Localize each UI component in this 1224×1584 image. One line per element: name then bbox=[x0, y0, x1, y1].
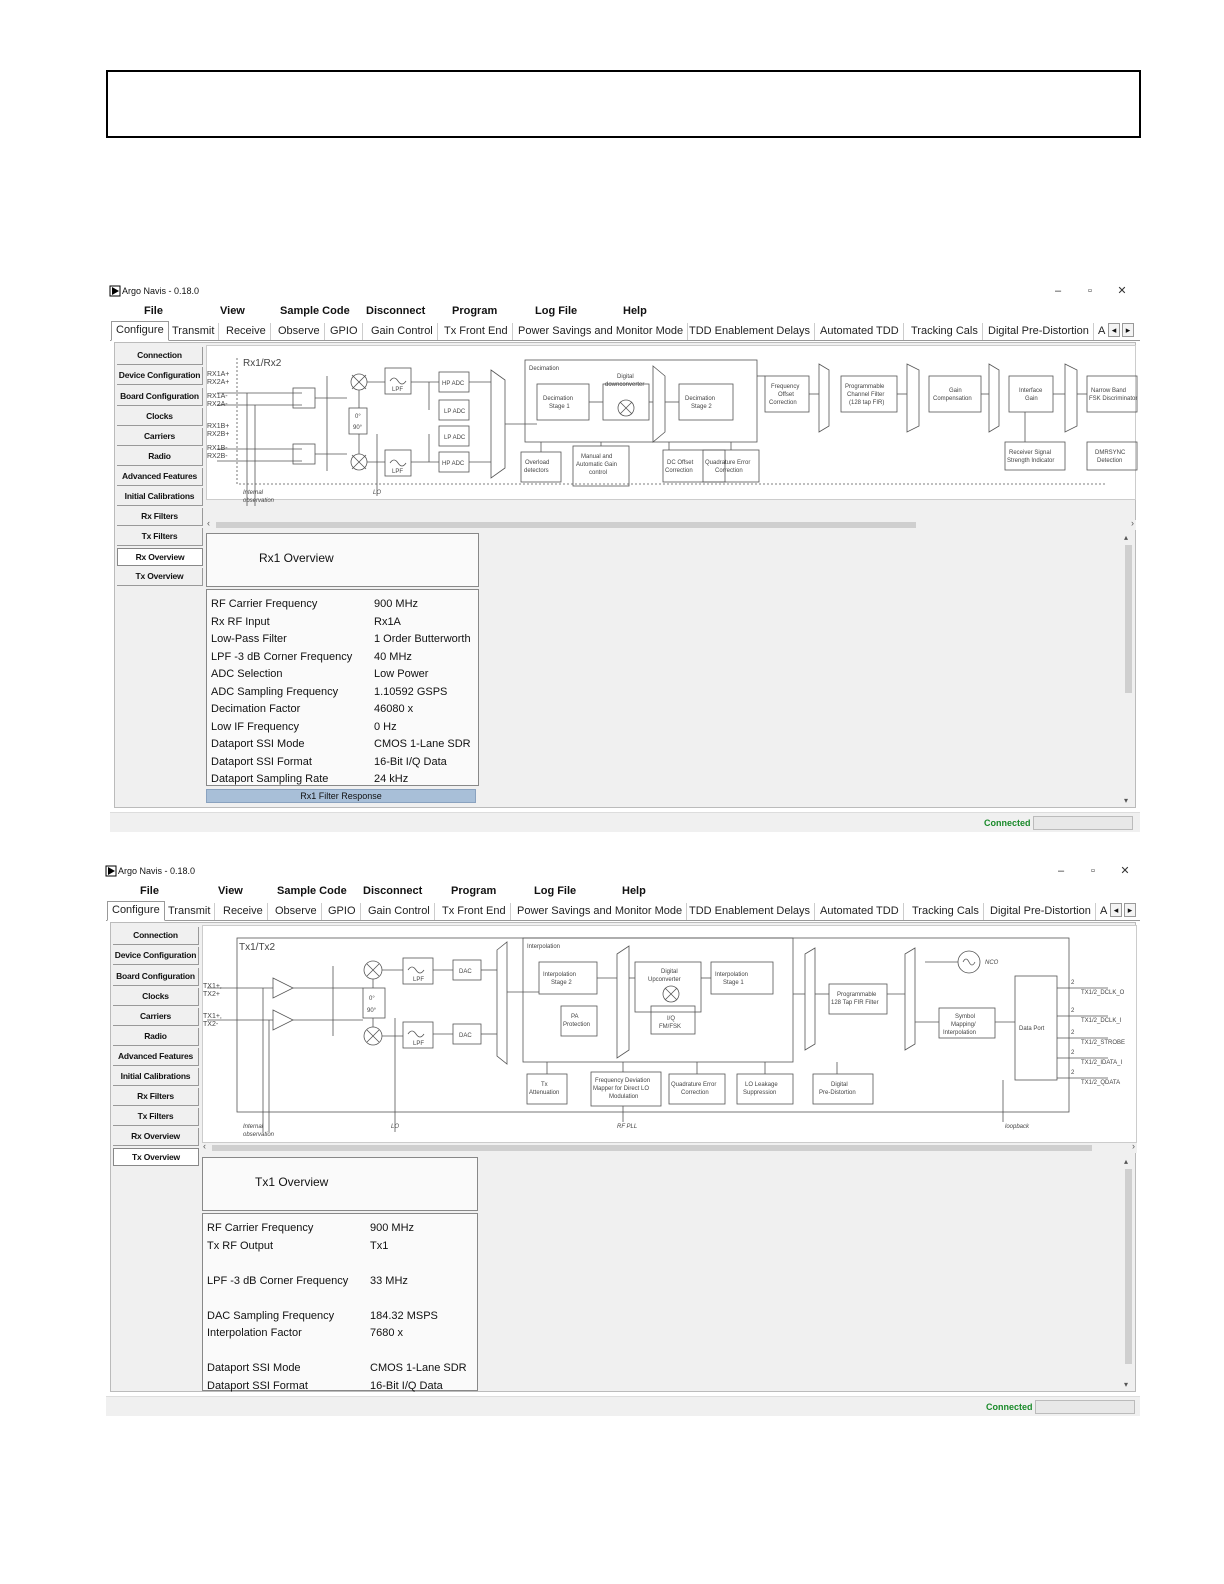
iq-fm-label: FM/FSK bbox=[659, 1024, 681, 1030]
tab-observe[interactable]: Observe bbox=[274, 323, 325, 340]
overview-row bbox=[211, 684, 478, 701]
title-bar bbox=[106, 862, 1140, 880]
restore-button[interactable]: ▫ bbox=[1088, 285, 1092, 297]
dpd-label: Digital bbox=[831, 1082, 848, 1088]
tab-tx-front-end[interactable]: Tx Front End bbox=[440, 323, 513, 340]
dc-offset-label: DC Offset bbox=[667, 460, 694, 466]
tab-observe[interactable]: Observe bbox=[271, 903, 322, 920]
overview-row bbox=[211, 771, 478, 788]
overview-row bbox=[211, 649, 478, 666]
sidebar-item-carriers[interactable]: Carriers bbox=[117, 428, 203, 446]
overview-table bbox=[202, 1213, 478, 1391]
bus-width-label: 2 bbox=[1071, 980, 1075, 986]
output-label: TX1+, bbox=[203, 1013, 222, 1020]
overview-value: 16-Bit I/Q Data bbox=[374, 755, 447, 768]
phase-label: 0° bbox=[369, 996, 375, 1002]
overview-key: LPF -3 dB Corner Frequency bbox=[207, 1274, 349, 1287]
overview-row bbox=[207, 1255, 477, 1272]
overview-value: 900 MHz bbox=[374, 598, 419, 610]
tab-overflow[interactable]: A bbox=[1098, 325, 1106, 337]
overview-row bbox=[207, 1273, 477, 1290]
overview-value: Tx1 bbox=[370, 1239, 389, 1252]
freq-dev-label: Modulation bbox=[609, 1094, 639, 1100]
overview-title: Rx1 Overview bbox=[259, 551, 334, 565]
input-label: RX1B- bbox=[207, 445, 228, 452]
pa-prot-label: Protection bbox=[563, 1022, 591, 1028]
sidebar-item-board-configuration[interactable]: Board Configuration bbox=[113, 968, 199, 986]
tab-gpio[interactable]: GPIO bbox=[326, 323, 363, 340]
overview-value: 7680 x bbox=[370, 1327, 404, 1339]
signal-label: TX1/2_DCLK_O bbox=[1081, 990, 1125, 996]
sidebar-item-clocks[interactable]: Clocks bbox=[113, 988, 199, 1006]
tx-block-diagram bbox=[202, 925, 1137, 1143]
adc-label: LP ADC bbox=[444, 435, 466, 441]
scroll-up-icon[interactable]: ▴ bbox=[1124, 533, 1129, 542]
tab-configure[interactable]: Configure bbox=[107, 901, 165, 921]
tab-transmit[interactable]: Transmit bbox=[168, 323, 219, 340]
sidebar-item-rx-overview[interactable]: Rx Overview bbox=[117, 548, 203, 566]
input-label: RX2A+ bbox=[207, 379, 230, 386]
overview-row bbox=[207, 1378, 477, 1395]
overview-row bbox=[207, 1360, 477, 1377]
input-label: RX1A+ bbox=[207, 371, 230, 378]
tab-tx-front-end[interactable]: Tx Front End bbox=[438, 903, 511, 920]
tx-diagram-svg bbox=[203, 926, 1138, 1144]
scroll-left-icon[interactable]: ‹ bbox=[203, 1141, 206, 1151]
signal-label: TX1/2_DCLK_I bbox=[1081, 1018, 1122, 1024]
sidebar-item-advanced-features[interactable]: Advanced Features bbox=[113, 1048, 199, 1066]
agc-label: Manual and bbox=[581, 454, 613, 460]
sidebar-item-connection[interactable]: Connection bbox=[113, 927, 199, 945]
tab-scroll-left-button[interactable]: ◂ bbox=[1110, 903, 1122, 917]
diagram-title: Tx1/Tx2 bbox=[239, 942, 276, 953]
menu-log-file[interactable]: Log File bbox=[535, 305, 578, 317]
interface-gain-label: Interface bbox=[1019, 388, 1043, 394]
sidebar-item-initial-calibrations[interactable]: Initial Calibrations bbox=[113, 1068, 199, 1086]
interface-gain-label: Gain bbox=[1025, 396, 1038, 402]
restore-button[interactable]: ▫ bbox=[1091, 865, 1095, 877]
internal-obs-label: Internal bbox=[243, 490, 264, 496]
header-frame bbox=[106, 70, 1141, 138]
bus-width-label: 2 bbox=[1071, 1050, 1075, 1056]
ddc-label: downconverter bbox=[605, 382, 645, 388]
menu-help[interactable]: Help bbox=[622, 885, 646, 897]
channel-filter-label: Channel Filter bbox=[847, 392, 885, 398]
tx-atten-label: Attenuation bbox=[529, 1090, 560, 1096]
tab-scroll-left-button[interactable]: ◂ bbox=[1108, 323, 1120, 337]
overview-vscrollbar[interactable] bbox=[1123, 1157, 1133, 1389]
overview-row bbox=[211, 596, 478, 613]
window-title: Argo Navis - 0.18.0 bbox=[118, 866, 196, 876]
overview-key: Dataport SSI Format bbox=[207, 1379, 308, 1392]
overview-value: 46080 x bbox=[374, 703, 414, 715]
sidebar-item-device-configuration[interactable]: Device Configuration bbox=[117, 367, 203, 385]
vscroll-thumb[interactable] bbox=[1125, 1169, 1132, 1364]
scroll-down-icon[interactable]: ▾ bbox=[1124, 1380, 1129, 1389]
phase-label: 90° bbox=[353, 425, 363, 431]
window-title: Argo Navis - 0.18.0 bbox=[122, 286, 200, 296]
duc-label: Digital bbox=[661, 969, 678, 975]
filter-response-button[interactable]: Rx1 Filter Response bbox=[206, 789, 476, 803]
title-bar bbox=[110, 282, 1140, 300]
overview-key: RF Carrier Frequency bbox=[211, 598, 318, 610]
tab-transmit[interactable]: Transmit bbox=[164, 903, 215, 920]
bus-width-label: 2 bbox=[1071, 1070, 1075, 1076]
quad-err-label: Correction bbox=[715, 468, 743, 474]
scroll-up-icon[interactable]: ▴ bbox=[1124, 1157, 1129, 1166]
tab-overflow[interactable]: A bbox=[1100, 905, 1108, 917]
overview-row bbox=[211, 701, 478, 718]
overview-value: 1 Order Butterworth bbox=[374, 633, 471, 645]
close-button[interactable]: ✕ bbox=[1120, 865, 1130, 877]
overview-value: CMOS 1-Lane SDR bbox=[370, 1362, 467, 1374]
progress-box bbox=[1033, 816, 1133, 830]
overview-row bbox=[207, 1308, 477, 1325]
interp1-label: Stage 1 bbox=[723, 980, 744, 986]
gain-comp-label: Compensation bbox=[933, 396, 972, 402]
tab-tdd-enablement-delays[interactable]: TDD Enablement Delays bbox=[685, 903, 815, 920]
app-logo-icon bbox=[110, 286, 120, 296]
tab-receive[interactable]: Receive bbox=[219, 903, 268, 920]
menu-disconnect[interactable]: Disconnect bbox=[366, 305, 426, 317]
overload-label: Overload bbox=[525, 460, 550, 466]
minimize-button[interactable]: – bbox=[1054, 285, 1062, 297]
overview-value: 24 kHz bbox=[374, 773, 409, 785]
dec2-label: Decimation bbox=[685, 396, 716, 402]
app-window-rx bbox=[110, 282, 1140, 834]
scroll-right-icon[interactable]: › bbox=[1131, 518, 1134, 528]
lo-leak-label: Suppression bbox=[743, 1090, 777, 1096]
dc-offset-label: Correction bbox=[665, 468, 693, 474]
scroll-right-icon[interactable]: › bbox=[1132, 1141, 1135, 1151]
sidebar-item-rx-filters[interactable]: Rx Filters bbox=[113, 1088, 199, 1106]
sidebar-item-advanced-features[interactable]: Advanced Features bbox=[117, 468, 203, 486]
rx-block-diagram bbox=[206, 345, 1138, 504]
hscroll-thumb[interactable] bbox=[216, 522, 916, 528]
menu-program[interactable]: Program bbox=[451, 885, 497, 897]
overview-value: Low Power bbox=[374, 668, 429, 680]
menu-bar bbox=[106, 882, 1140, 900]
app-logo-icon bbox=[106, 866, 116, 876]
app-window-tx bbox=[106, 862, 1140, 1418]
interpolation-label: Interpolation bbox=[527, 944, 561, 950]
lpf-label: LPF bbox=[392, 387, 404, 393]
tab-power-savings[interactable]: Power Savings and Monitor Mode bbox=[513, 903, 687, 920]
overview-value: 900 MHz bbox=[370, 1222, 415, 1234]
input-label: RX2A- bbox=[207, 401, 228, 408]
signal-label: TX1/2_QDATA bbox=[1081, 1080, 1121, 1086]
lo-label: LO bbox=[391, 1124, 400, 1130]
internal-obs-label: observation bbox=[243, 498, 275, 504]
sidebar-item-connection[interactable]: Connection bbox=[117, 347, 203, 365]
output-label: TX2- bbox=[203, 1021, 219, 1028]
status-bar bbox=[110, 812, 1140, 832]
tab-tracking-cals[interactable]: Tracking Cals bbox=[908, 903, 984, 920]
dmrsync-label: DMRSYNC bbox=[1095, 450, 1126, 456]
sidebar-item-radio[interactable]: Radio bbox=[113, 1028, 199, 1046]
narrow-band-label: Narrow Band bbox=[1091, 388, 1127, 394]
prog-fir-label: Programmable bbox=[837, 992, 877, 998]
overview-row bbox=[211, 719, 478, 736]
adc-label: LP ADC bbox=[444, 409, 466, 415]
menu-help[interactable]: Help bbox=[623, 305, 647, 317]
sidebar-item-radio[interactable]: Radio bbox=[117, 448, 203, 466]
input-label: RX2B- bbox=[207, 453, 228, 460]
prog-fir-label: 128 Tap FIR Filter bbox=[831, 1000, 879, 1006]
sidebar-item-initial-calibrations[interactable]: Initial Calibrations bbox=[117, 488, 203, 506]
overview-row bbox=[211, 631, 478, 648]
diagram-hscrollbar[interactable] bbox=[202, 1143, 1137, 1153]
tab-bar bbox=[106, 901, 1140, 921]
overview-row bbox=[207, 1220, 477, 1237]
symbol-map-label: Mapping/ bbox=[951, 1022, 976, 1028]
symbol-map-label: Symbol bbox=[955, 1014, 976, 1020]
overview-row bbox=[207, 1325, 477, 1342]
phase-label: 0° bbox=[355, 414, 361, 420]
scroll-left-icon[interactable]: ‹ bbox=[207, 518, 210, 528]
overview-key: Tx RF Output bbox=[207, 1239, 274, 1252]
freq-offset-label: Offset bbox=[778, 392, 794, 398]
tab-gpio[interactable]: GPIO bbox=[324, 903, 361, 920]
tx-atten-label: Tx bbox=[541, 1082, 548, 1088]
agc-label: control bbox=[589, 470, 608, 476]
agc-label: Automatic Gain bbox=[576, 462, 618, 468]
overview-key: RF Carrier Frequency bbox=[207, 1222, 314, 1234]
overview-row bbox=[211, 666, 478, 683]
tab-tdd-enablement-delays[interactable]: TDD Enablement Delays bbox=[685, 323, 815, 340]
tab-bar bbox=[110, 321, 1140, 341]
overview-key: Rx RF Input bbox=[211, 615, 270, 628]
lo-leak-label: LO Leakage bbox=[745, 1082, 778, 1088]
overview-key: Interpolation Factor bbox=[207, 1327, 302, 1339]
overview-row bbox=[207, 1343, 477, 1360]
overview-key: DAC Sampling Frequency bbox=[207, 1309, 335, 1322]
dpd-label: Pre-Distortion bbox=[819, 1090, 856, 1096]
tab-power-savings[interactable]: Power Savings and Monitor Mode bbox=[514, 323, 688, 340]
overview-value: 16-Bit I/Q Data bbox=[370, 1379, 443, 1392]
lpf-label: LPF bbox=[413, 977, 425, 983]
diagram-hscrollbar[interactable] bbox=[206, 520, 1136, 530]
configure-panel bbox=[110, 922, 1136, 1392]
menu-log-file[interactable]: Log File bbox=[534, 885, 577, 897]
adc-label: HP ADC bbox=[442, 461, 465, 467]
hscroll-thumb[interactable] bbox=[212, 1145, 1092, 1151]
gain-comp-label: Gain bbox=[949, 388, 962, 394]
overview-key: ADC Selection bbox=[211, 668, 283, 680]
overview-key: LPF -3 dB Corner Frequency bbox=[211, 650, 353, 663]
sidebar-item-clocks[interactable]: Clocks bbox=[117, 408, 203, 426]
overview-vscrollbar[interactable] bbox=[1123, 533, 1133, 805]
pa-prot-label: PA bbox=[571, 1014, 579, 1020]
rssi-label: Strength Indicator bbox=[1007, 458, 1055, 464]
sidebar-item-tx-overview[interactable]: Tx Overview bbox=[113, 1148, 199, 1166]
overview-value: Rx1A bbox=[374, 615, 401, 628]
close-button[interactable]: ✕ bbox=[1117, 285, 1127, 297]
loopback-label: loopback bbox=[1005, 1124, 1030, 1130]
menu-view[interactable]: View bbox=[218, 885, 243, 897]
signal-label: TX1/2_IDATA_I bbox=[1081, 1060, 1123, 1066]
overload-label: detectors bbox=[524, 468, 549, 474]
overview-key: ADC Sampling Frequency bbox=[211, 685, 339, 698]
channel-filter-label: (128 tap FIR) bbox=[849, 400, 885, 406]
sidebar-item-tx-overview[interactable]: Tx Overview bbox=[117, 568, 203, 586]
internal-obs-label: observation bbox=[243, 1132, 275, 1138]
channel-filter-label: Programmable bbox=[845, 384, 885, 390]
narrow-band-label: FSK Discriminator bbox=[1089, 396, 1138, 402]
connection-status: Connected bbox=[986, 1402, 1033, 1412]
menu-disconnect[interactable]: Disconnect bbox=[363, 885, 423, 897]
tab-receive[interactable]: Receive bbox=[222, 323, 271, 340]
symbol-map-label: Interpolation bbox=[943, 1030, 977, 1036]
overview-row bbox=[211, 754, 478, 771]
rx-diagram-svg bbox=[207, 346, 1138, 504]
dec1-label: Stage 1 bbox=[549, 404, 570, 410]
input-label: RX1B+ bbox=[207, 423, 230, 430]
minimize-button[interactable]: – bbox=[1057, 865, 1065, 877]
quad-err-label: Correction bbox=[681, 1090, 709, 1096]
nco-label: NCO bbox=[985, 960, 999, 966]
iq-fm-label: I/Q bbox=[667, 1016, 676, 1022]
overview-key: Low IF Frequency bbox=[211, 720, 300, 733]
progress-box bbox=[1035, 1400, 1135, 1414]
dac-label: DAC bbox=[459, 1033, 472, 1039]
quad-err-label: Quadrature Error bbox=[671, 1082, 717, 1088]
output-label: TX2+ bbox=[203, 991, 220, 998]
connection-status: Connected bbox=[984, 818, 1031, 828]
sidebar-item-device-configuration[interactable]: Device Configuration bbox=[113, 947, 199, 965]
duc-label: Upconverter bbox=[648, 977, 681, 983]
sidebar-item-carriers[interactable]: Carriers bbox=[113, 1008, 199, 1026]
scroll-down-icon[interactable]: ▾ bbox=[1124, 796, 1129, 805]
menu-program[interactable]: Program bbox=[452, 305, 498, 317]
ddc-label: Digital bbox=[617, 374, 634, 380]
bus-width-label: 2 bbox=[1071, 1030, 1075, 1036]
rf-pll-label: RF PLL bbox=[617, 1124, 638, 1130]
overview-row bbox=[207, 1290, 477, 1307]
output-label: TX1+, bbox=[203, 983, 222, 990]
overview-title: Tx1 Overview bbox=[255, 1175, 329, 1189]
input-label: RX1A- bbox=[207, 393, 228, 400]
overview-table bbox=[206, 589, 479, 786]
tab-automated-tdd[interactable]: Automated TDD bbox=[816, 323, 904, 340]
sidebar-item-tx-filters[interactable]: Tx Filters bbox=[113, 1108, 199, 1126]
internal-obs-label: Internal bbox=[243, 1124, 264, 1130]
freq-dev-label: Mapper for Direct LO bbox=[593, 1086, 650, 1092]
tab-scroll-right-button[interactable]: ▸ bbox=[1124, 903, 1136, 917]
tab-digital-pre-distortion[interactable]: Digital Pre-Distortion bbox=[984, 323, 1094, 340]
dec2-label: Stage 2 bbox=[691, 404, 712, 410]
menu-bar bbox=[110, 302, 1140, 320]
overview-key: Dataport SSI Format bbox=[211, 755, 312, 768]
data-port-label: Data Port bbox=[1019, 1026, 1045, 1032]
interp1-label: Interpolation bbox=[715, 972, 749, 978]
overview-header bbox=[206, 533, 479, 587]
diagram-title: Rx1/Rx2 bbox=[243, 358, 282, 369]
status-bar bbox=[106, 1396, 1140, 1416]
bus-width-label: 2 bbox=[1071, 1008, 1075, 1014]
overview-key: Dataport SSI Mode bbox=[211, 738, 305, 750]
overview-value: 184.32 MSPS bbox=[370, 1309, 438, 1322]
overview-row bbox=[207, 1238, 477, 1255]
menu-file[interactable]: File bbox=[144, 305, 163, 317]
lo-label: LO bbox=[373, 490, 382, 496]
overview-value: 40 MHz bbox=[374, 650, 412, 663]
overview-key: Dataport SSI Mode bbox=[207, 1362, 301, 1374]
overview-value: 0 Hz bbox=[374, 720, 397, 733]
menu-file[interactable]: File bbox=[140, 885, 159, 897]
phase-label: 90° bbox=[367, 1008, 377, 1014]
sidebar-item-board-configuration[interactable]: Board Configuration bbox=[117, 388, 203, 406]
lpf-label: LPF bbox=[392, 469, 404, 475]
menu-view[interactable]: View bbox=[220, 305, 245, 317]
overview-key: Decimation Factor bbox=[211, 703, 301, 715]
tab-automated-tdd[interactable]: Automated TDD bbox=[816, 903, 904, 920]
tab-tracking-cals[interactable]: Tracking Cals bbox=[907, 323, 983, 340]
overview-row bbox=[211, 614, 478, 631]
configure-panel bbox=[114, 342, 1136, 808]
overview-value: 33 MHz bbox=[370, 1274, 408, 1287]
sidebar-item-rx-overview[interactable]: Rx Overview bbox=[113, 1128, 199, 1146]
decimation-label: Decimation bbox=[529, 366, 560, 372]
freq-offset-label: Frequency bbox=[771, 384, 800, 390]
overview-value: CMOS 1-Lane SDR bbox=[374, 738, 471, 750]
overview-header bbox=[202, 1157, 478, 1211]
vscroll-thumb[interactable] bbox=[1125, 545, 1132, 693]
overview-row bbox=[211, 736, 478, 753]
lpf-label: LPF bbox=[413, 1041, 425, 1047]
dac-label: DAC bbox=[459, 969, 472, 975]
tab-scroll-right-button[interactable]: ▸ bbox=[1122, 323, 1134, 337]
sidebar-item-rx-filters[interactable]: Rx Filters bbox=[117, 508, 203, 526]
quad-err-label: Quadrature Error bbox=[705, 460, 751, 466]
input-label: RX2B+ bbox=[207, 431, 230, 438]
interp2-label: Interpolation bbox=[543, 972, 577, 978]
tab-gain-control[interactable]: Gain Control bbox=[364, 903, 435, 920]
menu-sample-code[interactable]: Sample Code bbox=[277, 885, 347, 897]
overview-value: 1.10592 GSPS bbox=[374, 685, 448, 698]
adc-label: HP ADC bbox=[442, 381, 465, 387]
freq-dev-label: Frequency Deviation bbox=[595, 1078, 651, 1084]
dec1-label: Decimation bbox=[543, 396, 574, 402]
tab-gain-control[interactable]: Gain Control bbox=[367, 323, 438, 340]
menu-sample-code[interactable]: Sample Code bbox=[280, 305, 350, 317]
signal-label: TX1/2_STROBE bbox=[1081, 1040, 1126, 1046]
freq-offset-label: Correction bbox=[769, 400, 797, 406]
sidebar-item-tx-filters[interactable]: Tx Filters bbox=[117, 528, 203, 546]
interp2-label: Stage 2 bbox=[551, 980, 572, 986]
rssi-label: Receiver Signal bbox=[1009, 450, 1052, 456]
tab-configure[interactable]: Configure bbox=[111, 321, 169, 341]
tab-digital-pre-distortion[interactable]: Digital Pre-Distortion bbox=[986, 903, 1096, 920]
overview-key: Low-Pass Filter bbox=[211, 633, 287, 645]
overview-key: Dataport Sampling Rate bbox=[211, 773, 329, 785]
dmrsync-label: Detection bbox=[1097, 458, 1123, 464]
